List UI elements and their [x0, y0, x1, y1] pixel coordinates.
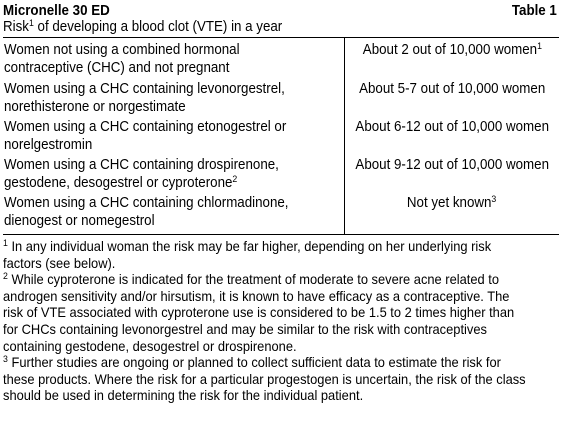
document: [3, 3, 559, 404]
footnote-marker: 3: [3, 354, 8, 366]
footnote-line: should be used in determining the risk for the individual patient.: [3, 387, 364, 404]
condition-line: dienogest or nomegestrol: [4, 213, 155, 229]
condition-cell: [3, 194, 345, 235]
subtitle-risk: Risk: [3, 19, 29, 35]
risk-value: About 9-12 out of 10,000 women: [355, 157, 549, 173]
footnote-line: androgen sensitivity and/or hirsutism, it is known to have efficacy as a contraceptive. The: [3, 287, 510, 304]
risk-value: Not yet known$^3$: [407, 194, 497, 211]
risk-cell: [345, 194, 560, 235]
footnote-marker: 1: [3, 238, 8, 249]
condition-line: Women not using a combined hormonal: [4, 42, 240, 58]
condition-cell: [3, 38, 345, 81]
footnote-3: [3, 354, 559, 404]
table-row: [3, 38, 559, 81]
product-name: Micronelle 30 ED: [3, 3, 110, 19]
footnote-line: $^1$ In any individual woman the risk may be far higher, depending on her underlying risk: [3, 238, 492, 254]
risk-footnote-marker: 3: [491, 194, 497, 205]
risk-cell: [345, 156, 560, 194]
condition-line: gestodene, desogestrel or cyproterone$^2$: [4, 174, 238, 191]
condition-line: norelgestromin: [4, 137, 93, 153]
risk-value: About 6-12 out of 10,000 women: [355, 119, 549, 135]
footnote-line: factors (see below).: [3, 254, 116, 271]
risk-cell: [345, 118, 560, 156]
condition-line: Women using a CHC containing levonorgestrel,: [4, 81, 285, 97]
footnotes: [3, 235, 559, 404]
subtitle-text: of developing a blood clot (VTE) in a year: [33, 19, 283, 35]
condition-line: contraceptive (CHC) and not pregnant: [4, 60, 230, 76]
table-row: [3, 118, 559, 156]
table-subtitle: [3, 19, 559, 36]
risk-value: About 2 out of 10,000 women$^1$: [362, 41, 542, 58]
footnote-line: for CHCs containing levonorgestrel and may be similar to the risk with contraceptives: [3, 320, 487, 337]
table-row: [3, 156, 559, 194]
subtitle-footnote-marker: 1: [28, 18, 34, 29]
footnote-marker: 2: [3, 271, 8, 283]
risk-table: [3, 37, 559, 235]
footnote-line: $^2$ While cyproterone is indicated for the treatment of moderate to severe acne related to: [3, 271, 500, 288]
footnote-line: these products. Where the risk for a particular progestogen is uncertain, the risk of the class: [3, 370, 526, 387]
footnote-2: [3, 271, 559, 354]
risk-value: About 5-7 out of 10,000 women: [358, 81, 546, 97]
table-row: [3, 194, 559, 235]
condition-footnote-marker: 2: [232, 174, 238, 185]
risk-cell: [345, 80, 560, 118]
footnote-line: $^3$ Further studies are ongoing or planned to collect sufficient data to estimate the risk for: [3, 354, 501, 371]
footnote-1: [3, 238, 559, 271]
footnote-line: risk of VTE associated with cyproterone use is considered to be 1.5 to 2 times higher than: [3, 304, 515, 321]
condition-line: Women using a CHC containing drospirenone,: [4, 157, 279, 173]
condition-line: Women using a CHC containing etonogestrel or: [4, 119, 287, 135]
footnote-line: containing gestodene, desogestrel or drospirenone.: [3, 337, 297, 354]
table-label: Table 1: [511, 3, 557, 19]
table-row: [3, 80, 559, 118]
condition-cell: [3, 80, 345, 118]
condition-cell: [3, 156, 345, 194]
risk-footnote-marker: 1: [536, 41, 542, 52]
condition-line: norethisterone or norgestimate: [4, 99, 186, 115]
condition-cell: [3, 118, 345, 156]
risk-cell: [345, 38, 560, 81]
condition-line: Women using a CHC containing chlormadinone,: [4, 195, 289, 211]
document-header: [3, 3, 559, 19]
